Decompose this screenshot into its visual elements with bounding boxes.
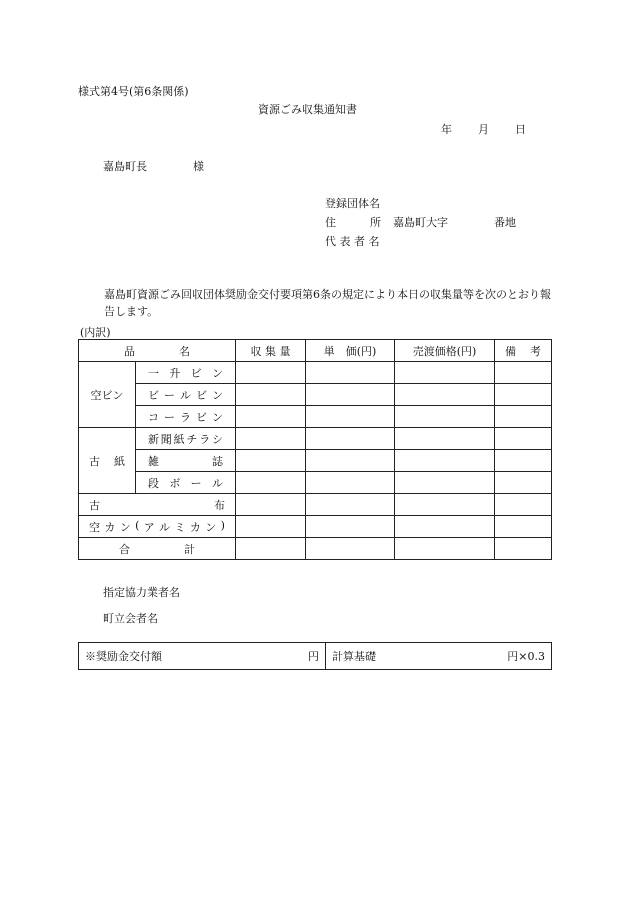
table-header-row xyxy=(79,340,552,362)
header-unit-price: 単 価(円) xyxy=(306,340,395,362)
total-unit-price[interactable] xyxy=(306,538,395,560)
item-empty-cans: 空 カ ン ( ア ル ミ カ ン ) xyxy=(79,516,236,538)
cell-sale-price[interactable] xyxy=(395,362,495,384)
cell-unit-price[interactable] xyxy=(306,472,395,494)
table-row xyxy=(79,384,552,406)
item-old-cloth: 古 布 xyxy=(79,494,236,516)
item-magazines: 雑 誌 xyxy=(136,450,236,472)
registrant-block xyxy=(325,194,516,251)
total-quantity[interactable] xyxy=(236,538,306,560)
report-body-text: 嘉島町資源ごみ回収団体奨励金交付要項第6条の規定により本日の収集量等を次のとおり報告します。 xyxy=(104,288,551,318)
group-empty-bottles: 空ビン xyxy=(79,362,136,428)
form-number: 様式第4号(第6条関係) xyxy=(78,85,189,98)
total-row xyxy=(79,538,552,560)
table-row xyxy=(79,450,552,472)
cell-remarks[interactable] xyxy=(495,516,552,538)
representative-label: 代 表 者 名 xyxy=(325,235,380,248)
address-label-2: 所 xyxy=(370,216,381,229)
town-witness-label: 町立会者名 xyxy=(103,612,158,625)
subsidy-amount-cell[interactable] xyxy=(79,643,326,670)
group-waste-paper: 古 紙 xyxy=(79,428,136,494)
basis-unit: 円×0.3 xyxy=(507,650,545,663)
cell-quantity[interactable] xyxy=(236,384,306,406)
date-year: 年 xyxy=(441,123,452,136)
breakdown-label: (内訳) xyxy=(80,326,111,339)
report-body xyxy=(78,286,556,320)
address-label-1: 住 xyxy=(325,216,336,229)
addressee-name: 嘉島町長 xyxy=(103,160,147,173)
calculation-basis-cell[interactable] xyxy=(326,643,552,670)
cell-sale-price[interactable] xyxy=(395,494,495,516)
cell-remarks[interactable] xyxy=(495,472,552,494)
cell-remarks[interactable] xyxy=(495,450,552,472)
date-line xyxy=(441,121,526,137)
cell-remarks[interactable] xyxy=(495,494,552,516)
subsidy-unit: 円 xyxy=(308,650,319,663)
item-cola-bottle: コ ー ラ ビ ン xyxy=(136,406,236,428)
cell-sale-price[interactable] xyxy=(395,384,495,406)
collection-table xyxy=(78,339,552,560)
item-cardboard: 段 ボ ー ル xyxy=(136,472,236,494)
address-row xyxy=(325,213,516,232)
date-month: 月 xyxy=(478,123,489,136)
cell-sale-price[interactable] xyxy=(395,406,495,428)
cell-quantity[interactable] xyxy=(236,450,306,472)
item-newspaper-flyers: 新 聞 紙 チ ラ シ xyxy=(136,428,236,450)
header-quantity: 収 集 量 xyxy=(236,340,306,362)
addressee-suffix: 様 xyxy=(193,160,204,173)
table-row xyxy=(79,472,552,494)
cell-sale-price[interactable] xyxy=(395,516,495,538)
date-day: 日 xyxy=(515,123,526,136)
item-sho-bottle: 一 升 ビ ン xyxy=(136,362,236,384)
cell-quantity[interactable] xyxy=(236,494,306,516)
cell-remarks[interactable] xyxy=(495,362,552,384)
cell-remarks[interactable] xyxy=(495,406,552,428)
total-remarks[interactable] xyxy=(495,538,552,560)
cell-unit-price[interactable] xyxy=(306,450,395,472)
subsidy-row xyxy=(79,643,552,670)
table-row xyxy=(79,516,552,538)
group-name-row xyxy=(325,194,516,213)
cell-quantity[interactable] xyxy=(236,516,306,538)
header-remarks: 備 考 xyxy=(495,340,552,362)
basis-label: 計算基礎 xyxy=(332,650,376,663)
cell-remarks[interactable] xyxy=(495,384,552,406)
subsidy-table xyxy=(78,642,552,670)
item-beer-bottle: ビ ー ル ビ ン xyxy=(136,384,236,406)
cell-quantity[interactable] xyxy=(236,406,306,428)
cell-unit-price[interactable] xyxy=(306,428,395,450)
document-title: 資源ごみ収集通知書 xyxy=(258,103,357,116)
group-name-label: 登録団体名 xyxy=(325,197,380,210)
cell-sale-price[interactable] xyxy=(395,450,495,472)
cell-unit-price[interactable] xyxy=(306,406,395,428)
cell-unit-price[interactable] xyxy=(306,362,395,384)
table-row xyxy=(79,428,552,450)
cell-quantity[interactable] xyxy=(236,428,306,450)
table-row xyxy=(79,406,552,428)
cell-unit-price[interactable] xyxy=(306,384,395,406)
table-row xyxy=(79,494,552,516)
representative-row xyxy=(325,232,516,251)
addressee xyxy=(103,158,204,174)
subsidy-label: ※奨励金交付額 xyxy=(85,650,162,663)
cell-remarks[interactable] xyxy=(495,428,552,450)
cell-quantity[interactable] xyxy=(236,362,306,384)
total-sale-price[interactable] xyxy=(395,538,495,560)
designated-contractor-label: 指定協力業者名 xyxy=(103,586,180,599)
table-row xyxy=(79,362,552,384)
header-sale-price: 売渡価格(円) xyxy=(395,340,495,362)
address-suffix: 番地 xyxy=(494,216,516,229)
cell-unit-price[interactable] xyxy=(306,516,395,538)
cell-sale-price[interactable] xyxy=(395,472,495,494)
cell-quantity[interactable] xyxy=(236,472,306,494)
cell-unit-price[interactable] xyxy=(306,494,395,516)
address-value: 嘉島町大字 xyxy=(393,216,448,229)
header-item: 品 名 xyxy=(79,340,236,362)
cell-sale-price[interactable] xyxy=(395,428,495,450)
total-label: 合 計 xyxy=(79,538,236,560)
